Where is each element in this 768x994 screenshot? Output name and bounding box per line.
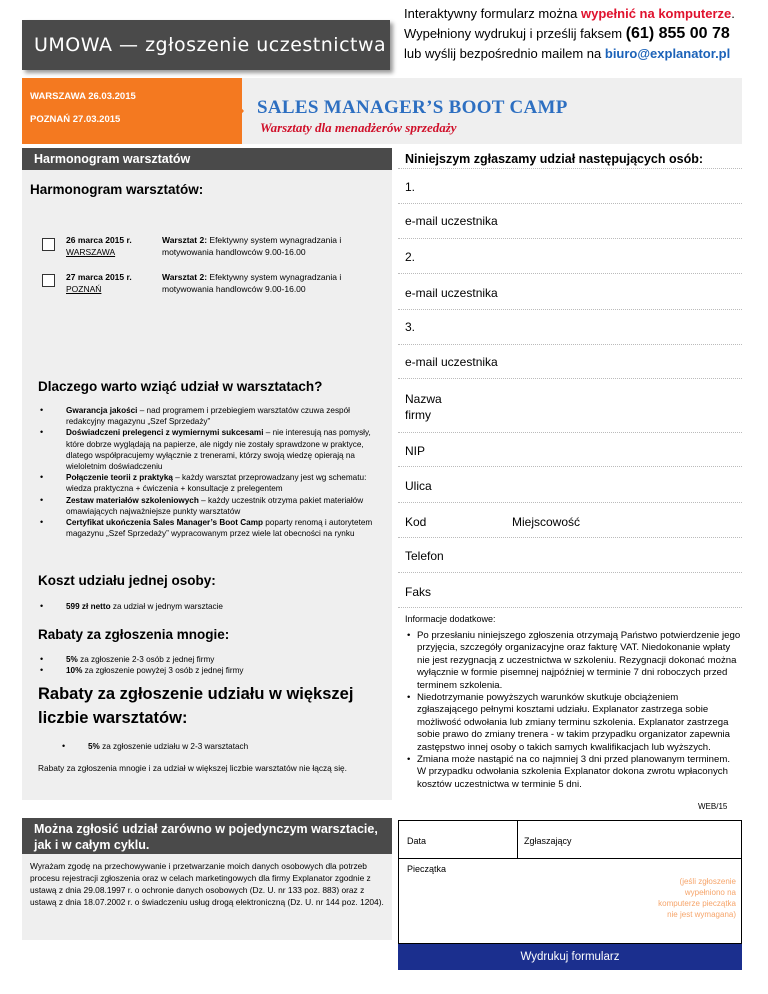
info-text: Interaktywny formularz można — [404, 6, 582, 21]
list-item — [40, 495, 380, 517]
participant-1-email-label[interactable]: e-mail uczestnika — [405, 214, 498, 228]
item-text: – każdy uczestnik otrzyma pakiet materiałów omawiających najważniejsze punkty warsztatów — [66, 495, 364, 516]
item-text: – każdy warsztat przeprowadzany jest wg schematu: wiedza praktyczna + ćwiczenia + konsultacje z prelegentem — [66, 473, 367, 494]
discount-list — [40, 654, 380, 676]
terms-list — [405, 630, 741, 791]
field-divider — [398, 572, 742, 573]
info-text: Wypełniony wydrukuj i prześlij faksem — [404, 26, 626, 41]
participants-header: Niniejszym zgłaszamy udział następujących osób: — [405, 152, 704, 166]
item-text: – nad programem i przebiegiem warsztatów czuwa zespół redakcyjny magazynu „Szef Sprzedaży” — [66, 406, 350, 427]
session-2-desc — [162, 271, 388, 295]
field-divider — [398, 309, 742, 310]
event-title: SALES MANAGER’S BOOT CAMP — [257, 97, 568, 118]
list-item — [40, 665, 380, 676]
print-form-button[interactable]: Wydrukuj formularz — [398, 944, 742, 970]
signature-divider — [517, 820, 518, 858]
nip-label[interactable]: NIP — [405, 444, 426, 458]
why-title: Dlaczego warto wziąć udział w warsztatach? — [38, 379, 323, 394]
field-divider — [398, 466, 742, 467]
session-name: Warsztat 2: — [162, 235, 208, 245]
item-text: za zgłoszenie udziału w 2-3 warsztatach — [99, 742, 249, 751]
stamp-note: (jeśli zgłoszenie wypełniono na komputerze pieczątka nie jest wymagana) — [658, 877, 736, 919]
session-city: POZNAŃ — [66, 284, 102, 294]
field-divider — [398, 203, 742, 204]
list-item: • Po przesłaniu niniejszego zgłoszenia otrzymają Państwo potwierdzenie jego przyjęcia, szczegóły organizacyjne oraz fakturę VAT. Niedokonanie wpłaty nie jest rezygnacją z uczestnictwa w szkoleniu. Rezygnacji dokonać można wyłącznie w formie pisemnej najpóźniej w terminie 7 dni roboczych przed terminem szkolenia. — [405, 630, 741, 692]
phone-label[interactable]: Telefon — [405, 549, 444, 563]
list-item — [40, 517, 380, 539]
item-bold: Połączenie teorii z praktyką — [66, 473, 173, 483]
city-label[interactable]: Miejscowość — [512, 515, 581, 529]
session-text: Efektywny system wynagradzania i motywowania handlowców 9.00-16.00 — [162, 235, 342, 257]
discount2-title: Rabaty za zgłoszenie udziału w większej liczbie warsztatów: — [38, 685, 354, 727]
fax-label[interactable]: Faks — [405, 585, 432, 599]
list-item — [40, 654, 380, 665]
ribbon-arrow-icon — [214, 78, 244, 144]
field-divider — [398, 432, 742, 433]
discount2-list — [62, 741, 382, 752]
list-item — [40, 472, 380, 494]
item-bold: 5% — [88, 742, 100, 751]
field-divider — [398, 238, 742, 239]
session-date: 27 marca 2015 r. — [66, 272, 132, 282]
info-text: lub wyślij bezpośrednio mailem na — [404, 46, 605, 61]
field-divider — [398, 607, 742, 608]
list-item — [40, 601, 380, 612]
field-divider — [398, 537, 742, 538]
email-link[interactable]: biuro@explanator.pl — [604, 46, 731, 61]
consent-text: Wyrażam zgodę na przechowywanie i przetwarzanie moich danych osobowych dla potrzeb procesu rejestracji zgłoszenia oraz w celach marketingowych dla firmy Explanator zgodnie z ustawą z dnia 29.08.1997 r. o ochronie danych osobowych (Dz. U. nr 133 poz. 883) oraz z ustawą z dnia 18.07.2002 r. o świadczeniu usług drogą elektroniczną (Dz. U. nr 144 poz. 1204). — [30, 861, 384, 907]
item-bold: Certyfikat ukończenia Sales Manager’s Boot Camp — [66, 518, 264, 528]
cost-list — [40, 601, 380, 612]
list-item: • Zmiana może nastąpić na co najmniej 3 dni przed planowanym terminem. W przypadku odwołania szkolenia Explanator dokona zwrotu wpłaconych kosztów uczestnictwa w terminie 5 dni. — [405, 754, 741, 791]
participant-2-label[interactable]: 2. — [405, 250, 416, 264]
session-text: Efektywny system wynagradzania i motywowania handlowców 9.00-16.00 — [162, 272, 342, 294]
date-field[interactable]: Data — [407, 836, 427, 846]
item-bold: Zestaw materiałów szkoleniowych — [66, 495, 199, 505]
field-divider — [398, 273, 742, 274]
list-item: • Niedotrzymanie powyższych warunków skutkuje obciążeniem zgłaszającego pełnymi kosztami udziału. Explanator zastrzega sobie możliwość odwołania lub zmiany terminu szkolenia. Explanator zastrzega sobie prawo do zmiany trenera - w takim przypadku organizator zapewnia zastępstwo innej osoby o takich samych kwalifikacjach lub wyższych. — [405, 692, 741, 754]
form-code: WEB/15 — [698, 802, 728, 811]
signature-divider — [398, 858, 742, 859]
item-bold: 5% — [66, 655, 78, 664]
schedule-title: Harmonogram warsztatów: — [30, 182, 204, 197]
item-bold: Doświadczeni prelegenci z wymiernymi sukcesami — [66, 428, 264, 438]
discount-note: Rabaty za zgłoszenia mnogie i za udział w większej liczbie warsztatów nie łączą się. — [38, 763, 347, 773]
participant-1-label[interactable]: 1. — [405, 180, 416, 194]
event-city-1: WARSZAWA 26.03.2015 — [30, 91, 136, 102]
item-text: poparty renomą i autorytetem magazynu „Szef Sprzedaży” wypracowanym przez wiele lat obecności na rynku — [66, 518, 373, 539]
field-divider — [398, 378, 742, 379]
list-item — [40, 405, 380, 427]
info-text: . — [731, 6, 735, 21]
item-text: za zgłoszenie powyżej 3 osób z jednej firmy — [82, 666, 244, 676]
item-text: za zgłoszenie 2-3 osób z jednej firmy — [77, 655, 215, 664]
form-title-box — [22, 20, 390, 70]
item-bold: Gwarancja jakości — [66, 406, 138, 415]
participant-2-email-label[interactable]: e-mail uczestnika — [405, 286, 498, 300]
item-text: za udział w jednym warsztacie — [110, 602, 223, 611]
top-info — [404, 4, 764, 64]
event-subtitle: Warsztaty dla menadżerów sprzedaży — [260, 120, 457, 135]
session-1-desc — [162, 234, 388, 258]
event-ribbon — [22, 78, 242, 144]
participant-3-label[interactable]: 3. — [405, 320, 416, 334]
event-city-2: POZNAŃ 27.03.2015 — [30, 114, 121, 125]
list-item — [40, 427, 380, 472]
street-label[interactable]: Ulica — [405, 479, 432, 493]
session-city: WARSZAWA — [66, 247, 116, 257]
info-highlight: wypełnić na komputerze — [581, 6, 732, 21]
item-bold: 599 zł netto — [66, 602, 111, 611]
schedule-header: Harmonogram warsztatów — [22, 148, 392, 170]
additional-info-title: Informacje dodatkowe: — [405, 614, 496, 624]
session-1-date — [66, 234, 132, 258]
form-title: UMOWA — zgłoszenie uczestnictwa — [34, 34, 387, 56]
company-label[interactable]: Nazwa firmy — [405, 392, 442, 422]
applicant-field[interactable]: Zgłaszający — [524, 836, 572, 846]
postcode-label[interactable]: Kod — [405, 515, 427, 529]
field-divider — [398, 502, 742, 503]
why-list — [40, 405, 380, 539]
item-text: – nie interesują nas pomysły, które dobrze wyglądają na papierze, ale nigdy nie zostały sprawdzone w praktyce, dlatego współpracujemy wyłącznie z trenerami, którzy swoją wiedzę opierają na wieloletnim doświadczeniu — [66, 428, 371, 472]
discount-title: Rabaty za zgłoszenia mnogie: — [38, 627, 230, 642]
session-date: 26 marca 2015 r. — [66, 235, 132, 245]
session-name: Warsztat 2: — [162, 272, 208, 282]
participant-3-email-label[interactable]: e-mail uczestnika — [405, 355, 498, 369]
session-2-checkbox[interactable] — [42, 274, 55, 287]
field-divider — [398, 344, 742, 345]
field-divider — [398, 168, 742, 169]
cost-title: Koszt udziału jednej osoby: — [38, 573, 216, 588]
item-bold: 10% — [66, 666, 83, 676]
session-2-date — [66, 271, 132, 295]
stamp-field[interactable]: Pieczątka — [407, 864, 447, 874]
fax-number: (61) 855 00 78 — [625, 25, 730, 42]
list-item — [62, 741, 382, 752]
session-1-checkbox[interactable] — [42, 238, 55, 251]
cycle-header: Można zgłosić udział zarówno w pojedynczym warsztacie, jak i w całym cyklu. — [22, 818, 392, 854]
